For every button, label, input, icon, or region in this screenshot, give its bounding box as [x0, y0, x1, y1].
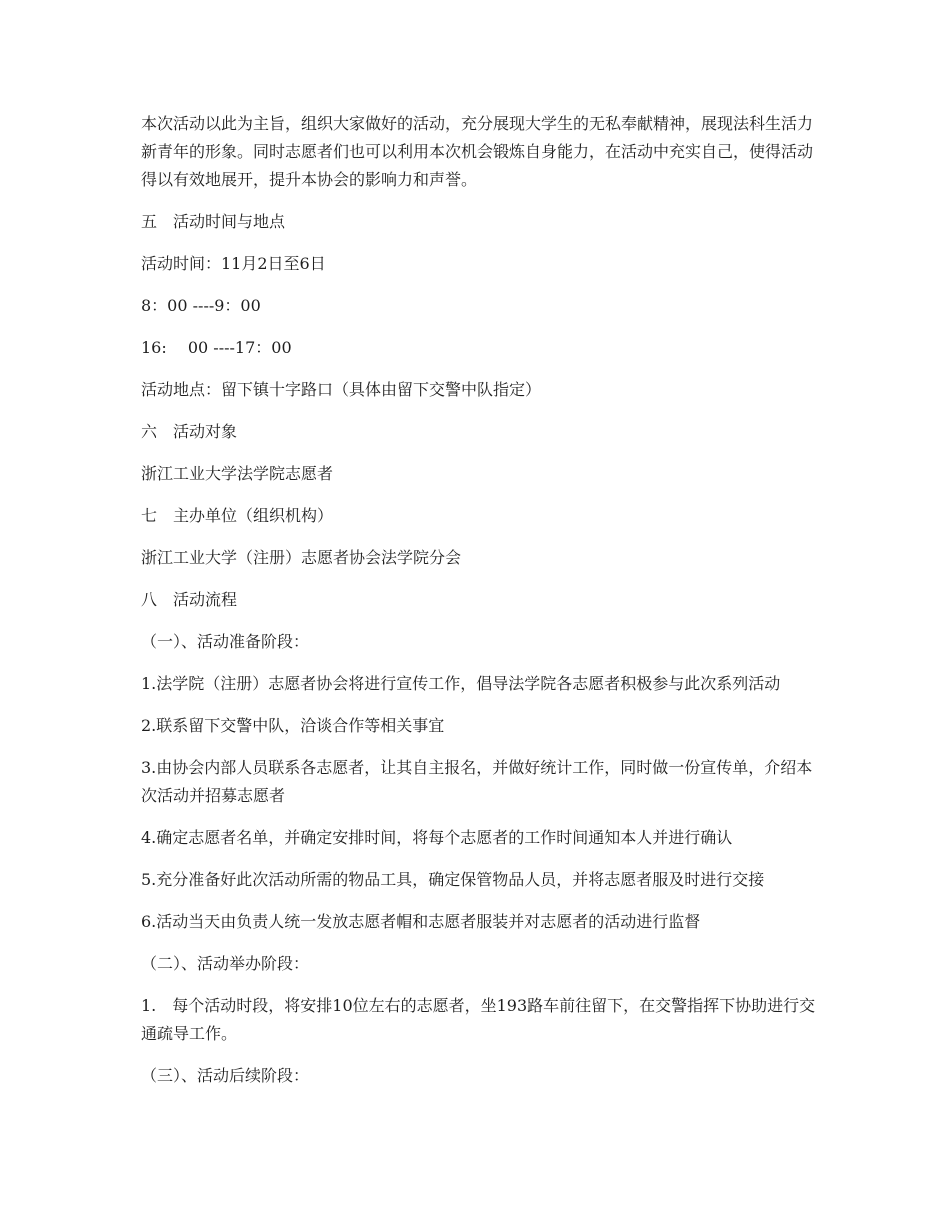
heading-process: 八 活动流程 [141, 590, 238, 609]
prep-item-5: 5.充分准备好此次活动所需的物品工具，确定保管物品人员，并将志愿者服及时进行交接 [141, 870, 765, 889]
paragraph-purpose: 本次活动以此为主旨，组织大家做好的活动，充分展现大学生的无私奉献精神，展现法科生活力新青年的形象。同时志愿者们也可以利用本次机会锻炼自身能力，在活动中充实自己，使得活动得以有效地展开，提升本协会的影响力和声誉。 [141, 114, 814, 189]
activity-location: 活动地点：留下镇十字路口（具体由留下交警中队指定） [141, 380, 542, 399]
heading-organizer: 七 主办单位（组织机构） [141, 506, 334, 525]
heading-participants: 六 活动对象 [141, 422, 238, 441]
execution-item-1: 1. 每个活动时段，将安排10位左右的志愿者，坐193路车前往留下，在交警指挥下协助进行交通疏导工作。 [141, 996, 816, 1043]
prep-item-3: 3.由协会内部人员联系各志愿者，让其自主报名，并做好统计工作，同时做一份宣传单，介绍本次活动并招募志愿者 [141, 758, 813, 805]
activity-dates: 活动时间：11月2日至6日 [141, 254, 326, 273]
morning-slot: 8：00 ----9：00 [141, 296, 261, 315]
participants-text: 浙江工业大学法学院志愿者 [141, 464, 334, 483]
organizer-text: 浙江工业大学（注册）志愿者协会法学院分会 [141, 548, 462, 567]
prep-item-4: 4.确定志愿者名单，并确定安排时间，将每个志愿者的工作时间通知本人并进行确认 [141, 828, 733, 847]
prep-item-2: 2.联系留下交警中队，洽谈合作等相关事宜 [141, 716, 445, 735]
heading-time-and-place: 五 活动时间与地点 [141, 212, 286, 231]
prep-item-1: 1.法学院（注册）志愿者协会将进行宣传工作，倡导法学院各志愿者积极参与此次系列活动 [141, 674, 781, 693]
stage-followup-heading: （三）、活动后续阶段： [141, 1066, 310, 1085]
stage-execution-heading: （二）、活动举办阶段： [141, 954, 310, 973]
afternoon-slot: 16: 00 ----17：00 [141, 338, 292, 357]
document-body [141, 110, 821, 1104]
prep-item-6: 6.活动当天由负责人统一发放志愿者帽和志愿者服装并对志愿者的活动进行监督 [141, 912, 701, 931]
stage-preparation-heading: （一）、活动准备阶段： [141, 632, 310, 651]
